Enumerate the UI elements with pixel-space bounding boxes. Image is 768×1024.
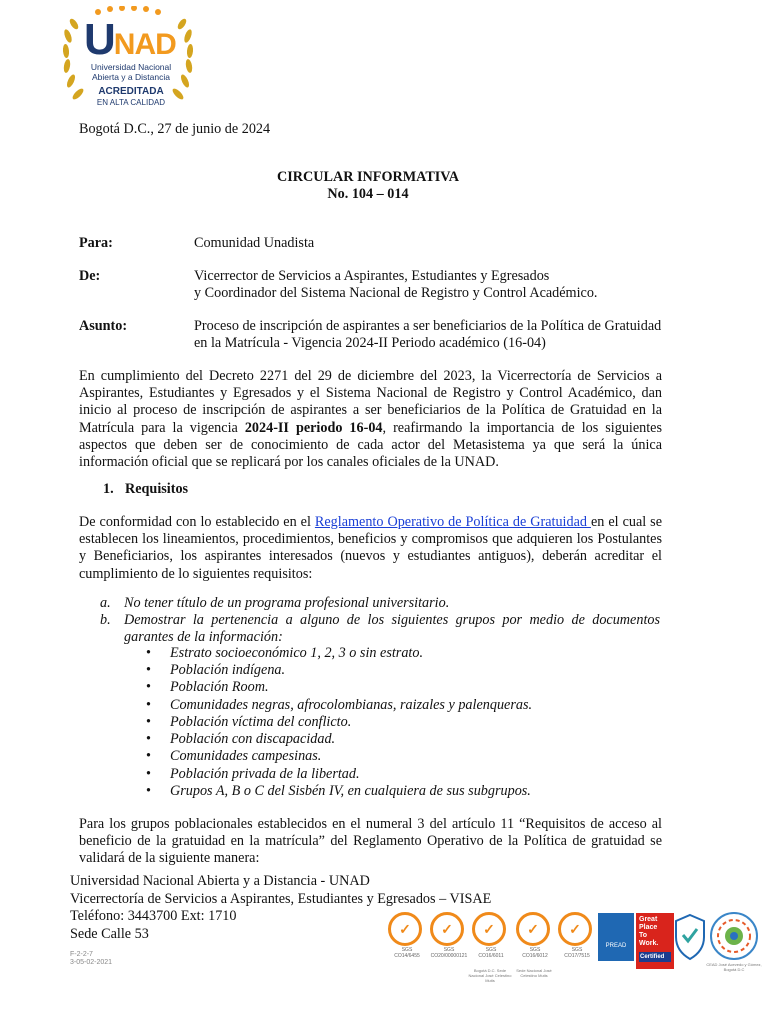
asunto-value-line1: Proceso de inscripción de aspirantes a ser beneficiarios de la Política de Gratuidad [194,318,662,334]
logo-wordmark: UNAD [84,15,176,64]
great-place-to-work-badge: Great Place To Work. Certified [636,913,674,969]
pread-seal-icon: PREAD [598,913,634,961]
cead-round-logo-icon [710,912,758,960]
check-icon: ✓ [388,912,422,946]
para-label: Para: [79,235,113,251]
sgs-certification-3-site: Bogotá D.C. Sede Nacional José Celestino Mutis [468,968,512,983]
document-title: CIRCULAR INFORMATIVA [277,169,459,185]
footer-university: Universidad Nacional Abierta y a Distancia - UNAD [70,873,370,889]
asunto-label: Asunto: [79,318,128,334]
unad-logo [58,6,198,112]
section-number: 1. [103,481,114,497]
para-value: Comunidad Unadista [194,235,315,251]
sgs-certification-5: ✓ SGS CO17/7515 [558,912,596,959]
sgs-certification-2: ✓ SGS CO20/00000121 [430,912,468,959]
document-number: No. 104 – 014 [327,186,409,202]
check-icon: ✓ [516,912,550,946]
de-value-line2: y Coordinador del Sistema Nacional de Registro y Control Académico. [194,285,598,301]
reglamento-link[interactable]: Reglamento Operativo de Política de Gratuidad [314,514,591,530]
section-title: Requisitos [125,481,189,497]
cead-round-logo-caption: CEAD José Acevedo y Gómez, Bogotá D.C [706,962,762,972]
check-icon: ✓ [472,912,506,946]
check-icon: ✓ [558,912,592,946]
requisitos-paragraph: De conformidad con lo establecido en el Reglamento Operativo de Política de Gratuidad en el cual se establecen los lineamientos, procedimientos, beneficios y compromisos que adquieren los Postulantes y Beneficiarios, los aspirantes interesados (nuevos y estudiantes antiguos), deberán acreditar el cumplimiento de lo siguientes requisitos: [79,514,663,582]
footer-vicerrectoria: Vicerrectoría de Servicios a Aspirantes, Estudiantes y Egresados – VISAE [70,891,492,907]
intro-paragraph: En cumplimiento del Decreto 2271 del 29 de diciembre del 2023, la Vicerrectoría de Servicios a Aspirantes, Estudiantes y Egresados y el Sistema Nacional de Registro y Control Académico, dan inicio al proceso de inscripción de aspirantes a ser beneficiarios de la Política de Gratuidad en la Matrícula para la vigencia 2024-II periodo 16-04, reafirmando la importancia de los siguientes aspectos que deben ser de conocimiento de cada actor del Metasistema ya que será la única información oficial que se replicará por los canales oficiales de la UNAD. [79,368,663,471]
de-value-line1: Vicerrector de Servicios a Aspirantes, Estudiantes y Egresados [194,268,550,284]
sgs-certification-1: ✓ SGS CO14/6455 [388,912,426,959]
logo-university-name: Universidad Nacional Abierta y a Distancia [90,62,172,82]
intro-bold-period: 2024-II periodo 16-04 [244,419,383,436]
check-icon: ✓ [430,912,464,946]
shield-seal-icon [674,913,706,961]
form-code: F-2-2-7 [70,951,93,958]
document-date: Bogotá D.C., 27 de junio de 2024 [79,121,271,137]
sgs-certification-3: ✓ SGS CO16/6011 [472,912,510,959]
logo-calidad: EN ALTA CALIDAD [96,98,166,107]
sgs-certification-4-site: Sede Nacional José Celestino Mutis [516,968,552,978]
footer-address: Sede Calle 53 [70,926,149,942]
de-label: De: [79,268,101,284]
logo-acreditada: ACREDITADA [98,86,164,97]
form-version: 3-05-02-2021 [70,959,113,966]
asunto-value-line2: en la Matrícula - Vigencia 2024-II Periodo académico (16-04) [194,335,546,351]
closing-paragraph: Para los grupos poblacionales establecidos en el numeral 3 del artículo 11 “Requisitos de acceso al beneficio de la gratuidad en la matrícula” del Reglamento Operativo de la Política de gratuidad se validará de la siguiente manera: [79,816,662,867]
sgs-certification-4: ✓ SGS CO16/6012 [516,912,554,959]
footer-phone: Teléfono: 3443700 Ext: 1710 [70,908,237,924]
